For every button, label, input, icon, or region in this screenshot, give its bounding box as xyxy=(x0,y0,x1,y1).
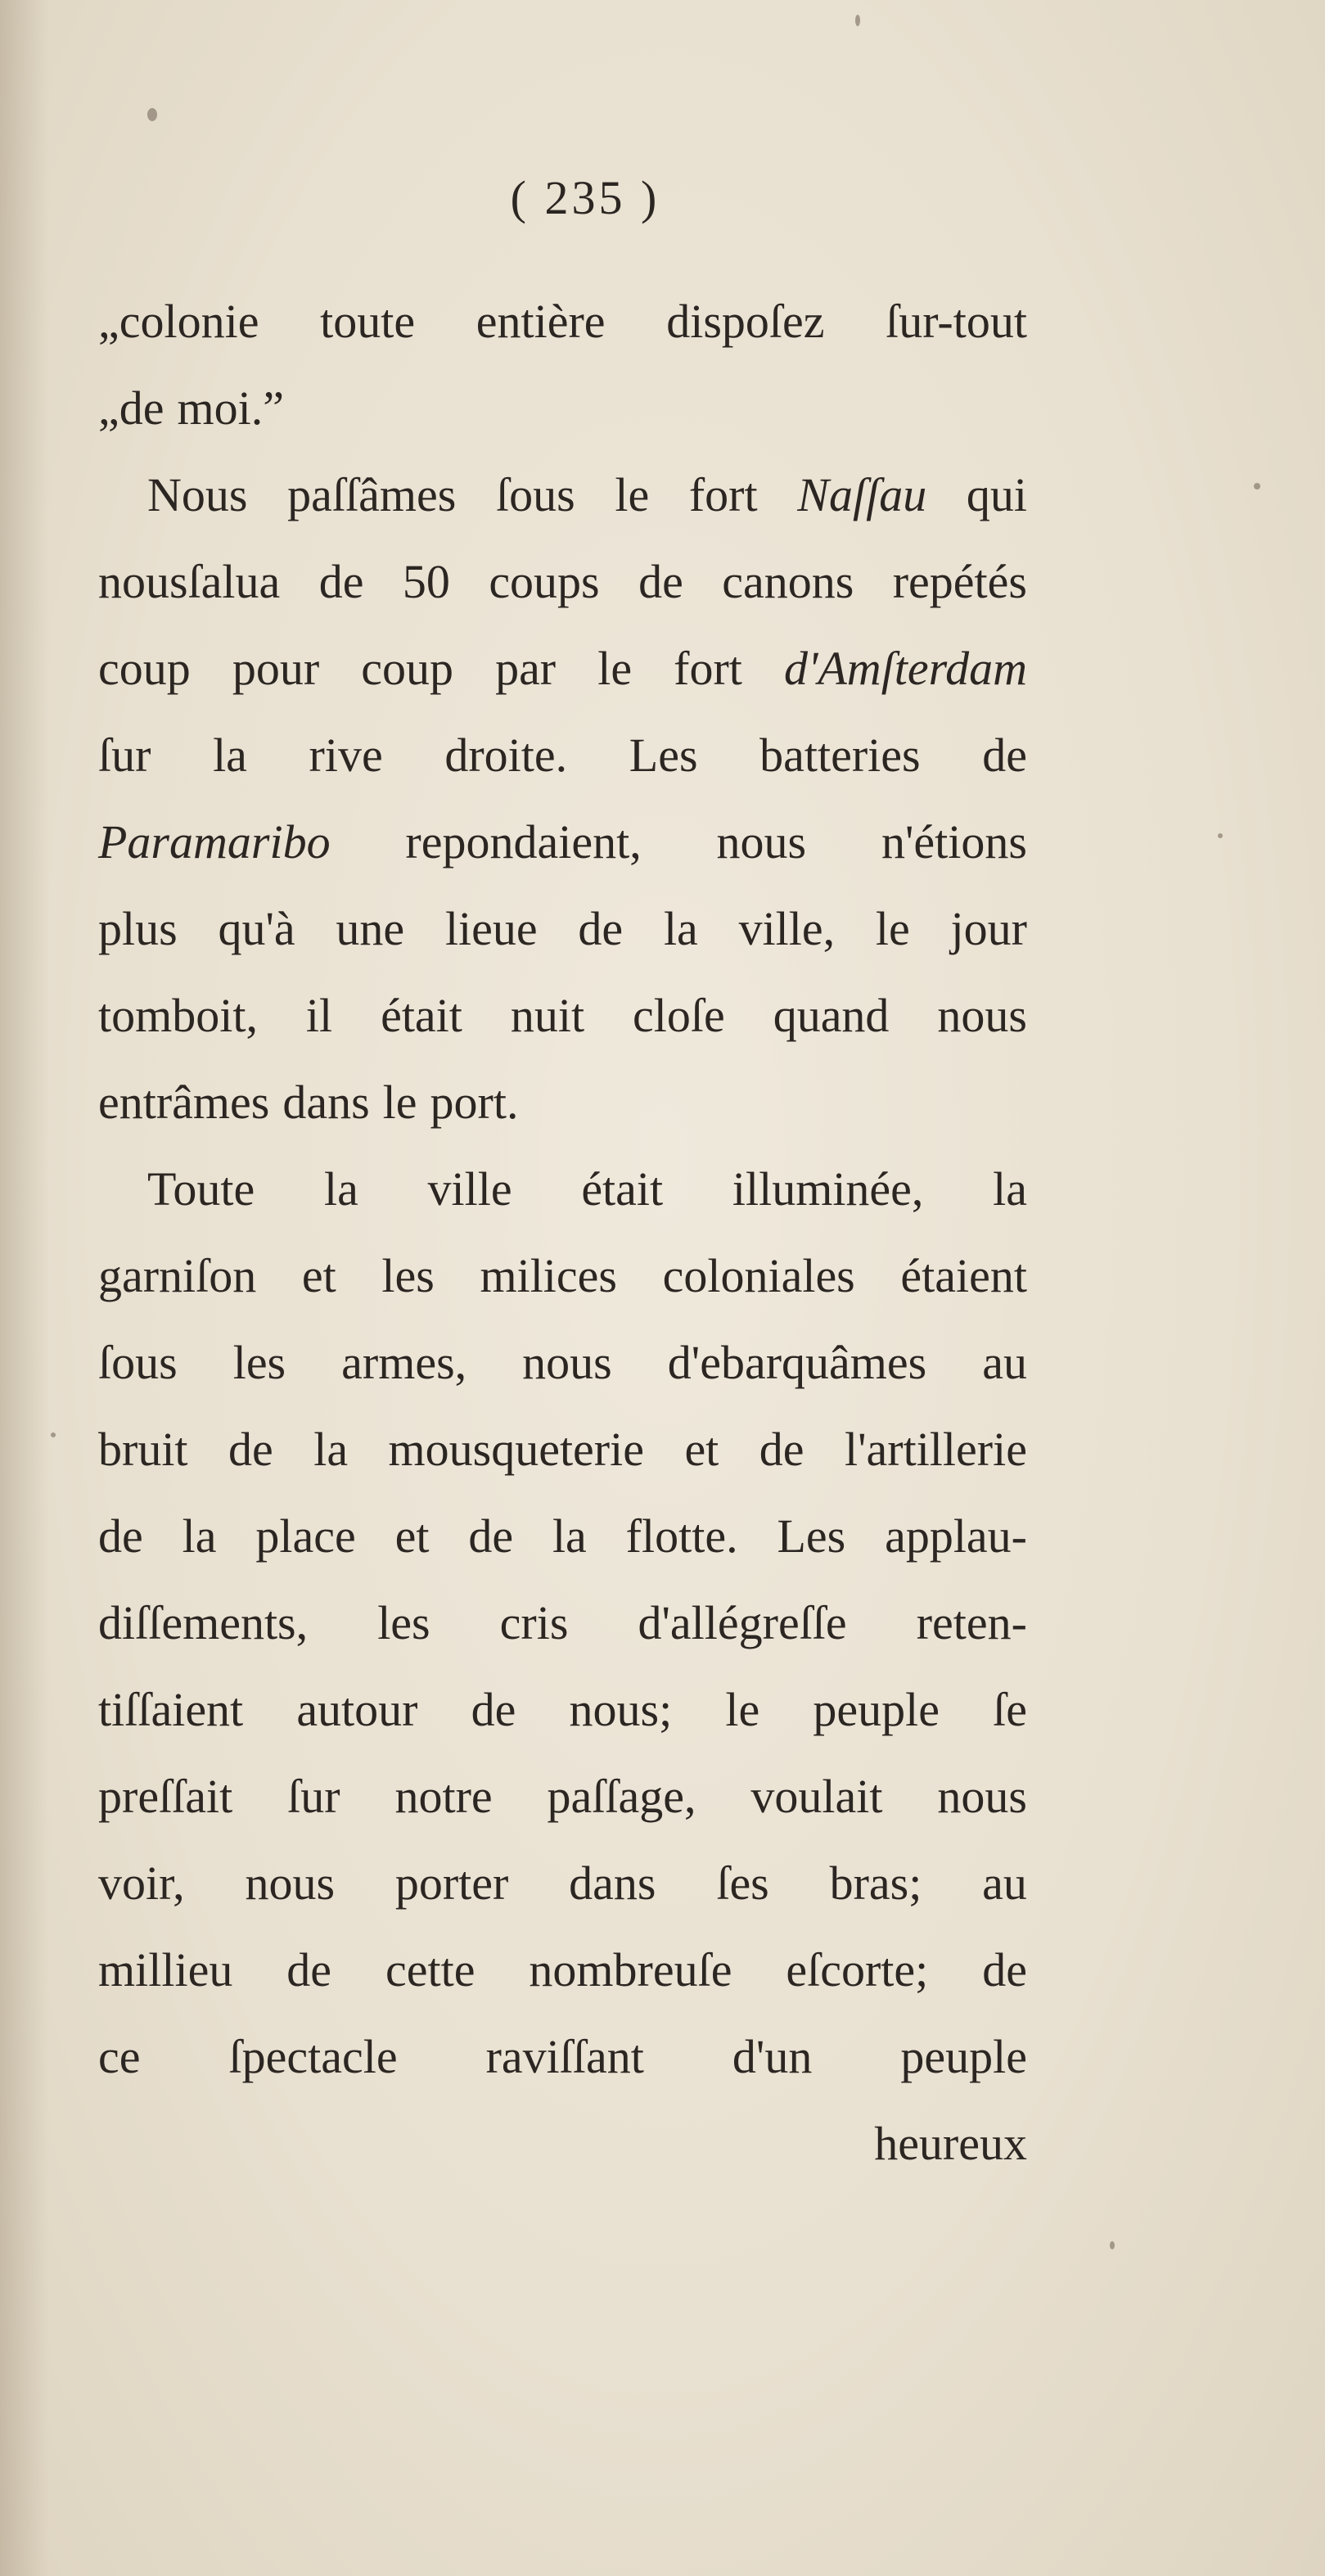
word: eſcorte; xyxy=(786,1943,929,1996)
paper-speck xyxy=(51,1432,56,1437)
word: nous xyxy=(245,1856,336,1910)
word: au xyxy=(982,1856,1027,1910)
text-line xyxy=(98,1927,1027,2014)
word: et xyxy=(684,1423,719,1476)
word: coup xyxy=(361,642,453,695)
word: „de xyxy=(98,381,164,435)
word: de xyxy=(286,1943,332,1996)
word: le xyxy=(615,468,650,521)
word: bras; xyxy=(829,1856,922,1910)
text-line xyxy=(98,2014,1027,2100)
word: de xyxy=(468,1509,514,1563)
word: nous xyxy=(937,989,1027,1042)
word: de xyxy=(578,902,624,955)
word: jour xyxy=(950,902,1027,955)
word: reten- xyxy=(916,1596,1027,1649)
word: nousſalua xyxy=(98,555,281,608)
text-line xyxy=(98,1840,1027,1927)
word: la xyxy=(313,1423,349,1476)
word: de xyxy=(228,1423,273,1476)
word: millieu xyxy=(98,1943,233,1996)
word: nous xyxy=(522,1336,612,1389)
text-line xyxy=(98,1753,1027,1840)
word: 50 xyxy=(402,555,450,608)
word: d'ebarquâmes xyxy=(667,1336,927,1389)
word: ſous xyxy=(495,468,575,521)
word: moi.” xyxy=(177,381,284,435)
gutter-shadow xyxy=(0,0,49,2576)
text-line xyxy=(98,1059,1027,1146)
word: coup xyxy=(98,642,191,695)
word: lieue xyxy=(444,902,538,955)
word: et xyxy=(301,1249,336,1302)
word: rive xyxy=(309,729,383,782)
text-line xyxy=(98,1667,1027,1753)
word: armes, xyxy=(341,1336,467,1389)
word: n'étions xyxy=(881,815,1027,868)
paper-speck xyxy=(1110,2241,1115,2249)
word: port. xyxy=(430,1076,519,1129)
text-line xyxy=(98,712,1027,799)
text-line xyxy=(98,1580,1027,1667)
word: de xyxy=(638,555,683,608)
word: ſous xyxy=(98,1336,178,1389)
word: ſur xyxy=(98,729,151,782)
word: de xyxy=(982,729,1027,782)
word: qu'à xyxy=(218,902,295,955)
paper-speck xyxy=(1218,833,1223,838)
text-line xyxy=(98,1406,1027,1493)
word: ville, xyxy=(738,902,836,955)
word: était xyxy=(381,989,462,1042)
word: Naſſau xyxy=(797,468,927,521)
word: notre xyxy=(394,1770,493,1823)
word: cette xyxy=(385,1943,475,1996)
word: nous; xyxy=(569,1683,673,1736)
word: ſes xyxy=(716,1856,769,1910)
text-line xyxy=(98,452,1027,539)
catchword xyxy=(98,2100,1027,2187)
word: dans xyxy=(282,1076,370,1129)
word: illuminée, xyxy=(732,1162,924,1216)
word: par xyxy=(495,642,557,695)
paper-speck xyxy=(1254,483,1260,489)
word: cloſe xyxy=(633,989,725,1042)
word: ſur-tout xyxy=(886,295,1027,348)
word: l'artillerie xyxy=(844,1423,1027,1476)
word: plus xyxy=(98,902,178,955)
word: Nous xyxy=(147,468,248,521)
word: mousqueterie xyxy=(388,1423,644,1476)
word: heureux xyxy=(874,2117,1027,2170)
word: entière xyxy=(475,295,606,348)
word: flotte. xyxy=(625,1509,738,1563)
text-line xyxy=(98,1320,1027,1406)
word: ſur xyxy=(287,1770,340,1823)
text-line xyxy=(98,625,1027,712)
word: „colonie xyxy=(98,295,259,348)
text-line xyxy=(98,278,1027,365)
word: voir, xyxy=(98,1856,185,1910)
word: dans xyxy=(569,1856,656,1910)
word: la xyxy=(663,902,698,955)
word: porter xyxy=(394,1856,509,1910)
word: le xyxy=(725,1683,760,1736)
word: voulait xyxy=(750,1770,883,1823)
word: Toute xyxy=(147,1162,255,1216)
word: qui xyxy=(966,468,1027,521)
word: de xyxy=(318,555,364,608)
word: une xyxy=(336,902,405,955)
word: la xyxy=(552,1509,587,1563)
word: droite. xyxy=(444,729,568,782)
text-line xyxy=(98,886,1027,972)
word: d'allégreſſe xyxy=(638,1596,847,1649)
word: et xyxy=(394,1509,430,1563)
text-line xyxy=(98,1233,1027,1320)
word: nuit xyxy=(510,989,585,1042)
word: peuple xyxy=(813,1683,940,1736)
word: cris xyxy=(499,1596,569,1649)
word: milices xyxy=(480,1249,617,1302)
word: tiſſaient xyxy=(98,1683,244,1736)
word: ville xyxy=(427,1162,512,1216)
word: Paramaribo xyxy=(98,815,331,868)
word: applau- xyxy=(885,1509,1027,1563)
word: quand xyxy=(773,989,890,1042)
word: au xyxy=(982,1336,1027,1389)
word: était xyxy=(581,1162,664,1216)
word: d'un xyxy=(732,2030,813,2083)
word: pour xyxy=(232,642,320,695)
body-text xyxy=(98,278,1027,2187)
word: d'Amſterdam xyxy=(783,642,1027,695)
text-line xyxy=(98,1146,1027,1233)
word: place xyxy=(255,1509,356,1563)
word: la xyxy=(993,1162,1027,1216)
word: il xyxy=(305,989,333,1042)
word: entrâmes xyxy=(98,1076,270,1129)
word: paſſâmes xyxy=(287,468,457,521)
word: nous xyxy=(937,1770,1027,1823)
paper-speck xyxy=(855,15,860,26)
word: raviſſant xyxy=(485,2030,644,2083)
word: fort xyxy=(674,642,742,695)
word: ſpectacle xyxy=(228,2030,398,2083)
word: diſſements, xyxy=(98,1596,309,1649)
word: nous xyxy=(716,815,807,868)
text-line xyxy=(98,799,1027,886)
word: le xyxy=(382,1076,417,1129)
word: les xyxy=(232,1336,286,1389)
word: les xyxy=(377,1596,430,1649)
word: peuple xyxy=(900,2030,1027,2083)
word: le xyxy=(597,642,633,695)
word: toute xyxy=(320,295,416,348)
word: Les xyxy=(777,1509,846,1563)
word: ſe xyxy=(993,1683,1027,1736)
word: de xyxy=(471,1683,516,1736)
word: la xyxy=(213,729,247,782)
word: dispoſez xyxy=(666,295,825,348)
word: coloniales xyxy=(662,1249,855,1302)
word: ce xyxy=(98,2030,141,2083)
paper-speck xyxy=(147,108,157,121)
word: garniſon xyxy=(98,1249,257,1302)
word: preſſait xyxy=(98,1770,233,1823)
word: paſſage, xyxy=(547,1770,696,1823)
word: nombreuſe xyxy=(529,1943,732,1996)
text-line xyxy=(98,539,1027,625)
text-line xyxy=(98,1493,1027,1580)
word: tomboit, xyxy=(98,989,258,1042)
word: repétés xyxy=(892,555,1027,608)
word: bruit xyxy=(98,1423,188,1476)
word: étaient xyxy=(900,1249,1027,1302)
word: la xyxy=(323,1162,358,1216)
word: canons xyxy=(722,555,854,608)
word: de xyxy=(759,1423,804,1476)
word: autour xyxy=(296,1683,418,1736)
word: fort xyxy=(688,468,758,521)
word: le xyxy=(875,902,910,955)
word: batteries xyxy=(759,729,921,782)
word: les xyxy=(381,1249,435,1302)
word: repondaient, xyxy=(405,815,642,868)
text-line xyxy=(98,365,1027,452)
word: de xyxy=(98,1509,143,1563)
text-line xyxy=(98,972,1027,1059)
word: Les xyxy=(629,729,698,782)
word: coups xyxy=(489,555,600,608)
word: de xyxy=(982,1943,1027,1996)
word: la xyxy=(182,1509,217,1563)
page-number: ( 235 ) xyxy=(510,171,660,224)
